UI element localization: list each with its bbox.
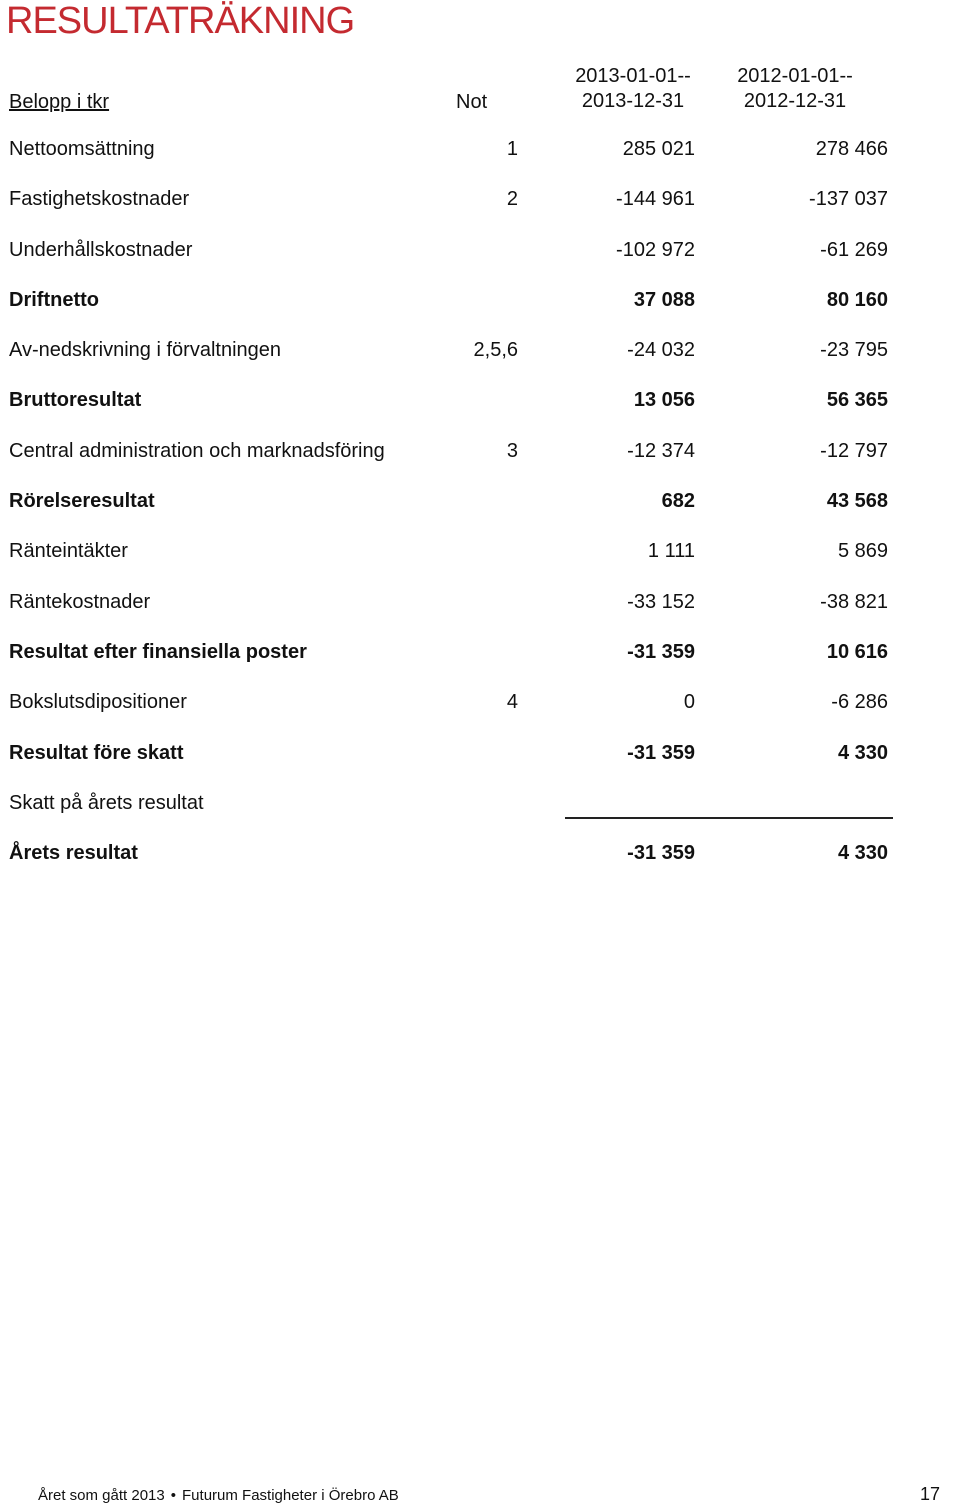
table-row [0,591,960,641]
row-label: Skatt på årets resultat [9,791,204,814]
row-value-2013: 1 111 [647,540,695,563]
row-value-2013: -31 359 [627,640,695,663]
period-start: 2012-01-01-- [737,65,853,87]
row-label: Bokslutsdipositioner [9,691,187,714]
row-value-2012: 4 330 [837,741,888,764]
table-row [0,641,960,691]
row-value-2013: -31 359 [627,842,695,865]
row-value-2012: 5 869 [837,540,888,563]
table-row [0,440,960,490]
row-value-2013: 37 088 [633,288,695,311]
table-row [0,289,960,339]
row-value-2013: 682 [661,490,695,513]
row-value-2013: -12 374 [627,439,695,462]
row-note: 1 [506,138,518,160]
footer-company: Futurum Fastigheter i Örebro AB [182,1487,399,1504]
row-value-2012: 4 330 [837,842,888,865]
row-value-2012: 80 160 [826,288,888,311]
page-title: RESULTATRÄKNING [6,0,355,42]
row-label: Resultat före skatt [9,741,184,764]
row-label: Driftnetto [9,288,99,311]
period-end: 2012-12-31 [743,90,847,112]
sum-divider-line [565,817,893,819]
page-footer [38,1487,399,1504]
row-label: Ränteintäkter [9,540,128,563]
row-value-2012: 43 568 [826,490,888,513]
period-header-2012 [722,64,868,114]
period-end: 2013-12-31 [581,90,685,112]
row-value-2013: -33 152 [627,590,695,613]
period-header-2013 [560,64,706,114]
row-label: Räntekostnader [9,590,151,613]
table-row [0,138,960,188]
footer-publication: Året som gått 2013 [38,1487,165,1504]
row-label: Fastighetskostnader [9,188,190,211]
row-value-2012: 56 365 [826,389,888,412]
row-value-2012: -38 821 [820,590,888,613]
row-note: 2 [506,188,518,211]
row-value-2013: 285 021 [622,138,695,160]
row-value-2012: -23 795 [820,339,888,362]
row-value-2012: -12 797 [820,439,888,462]
row-value-2012: -61 269 [820,238,888,261]
table-row [0,239,960,289]
footer-separator: • [170,1487,177,1504]
row-label: Årets resultat [9,842,138,865]
row-label: Rörelseresultat [9,490,155,513]
row-value-2012: -137 037 [809,188,888,211]
row-value-2013: -102 972 [616,238,695,261]
row-value-2013: -24 032 [627,339,695,362]
amount-unit-header: Belopp i tkr [9,91,110,113]
row-label: Underhållskostnader [9,238,193,261]
table-row [0,742,960,792]
row-value-2013: 0 [683,691,695,714]
period-start: 2013-01-01-- [575,65,691,87]
row-label: Resultat efter finansiella poster [9,640,307,663]
row-value-2013: 13 056 [633,389,695,412]
row-value-2013: -31 359 [627,741,695,764]
note-column-header: Not [456,91,488,113]
table-row [0,389,960,439]
row-label: Bruttoresultat [9,389,142,412]
row-label: Nettoomsättning [9,138,155,160]
table-row [0,540,960,590]
row-note: 3 [506,439,518,462]
table-row [0,691,960,741]
page-number: 17 [919,1484,940,1504]
row-note: 4 [506,691,518,714]
row-value-2012: -6 286 [831,691,888,714]
row-value-2012: 278 466 [815,138,888,160]
row-label: Av-nedskrivning i förvaltningen [9,339,282,362]
row-value-2013: -144 961 [616,188,695,211]
table-row [0,490,960,540]
table-row [0,188,960,238]
table-row [0,842,960,892]
income-statement-table [0,138,960,892]
table-row [0,339,960,389]
row-label: Central administration och marknadsföring [9,439,385,462]
row-note: 2,5,6 [473,339,518,362]
row-value-2012: 10 616 [826,640,888,663]
